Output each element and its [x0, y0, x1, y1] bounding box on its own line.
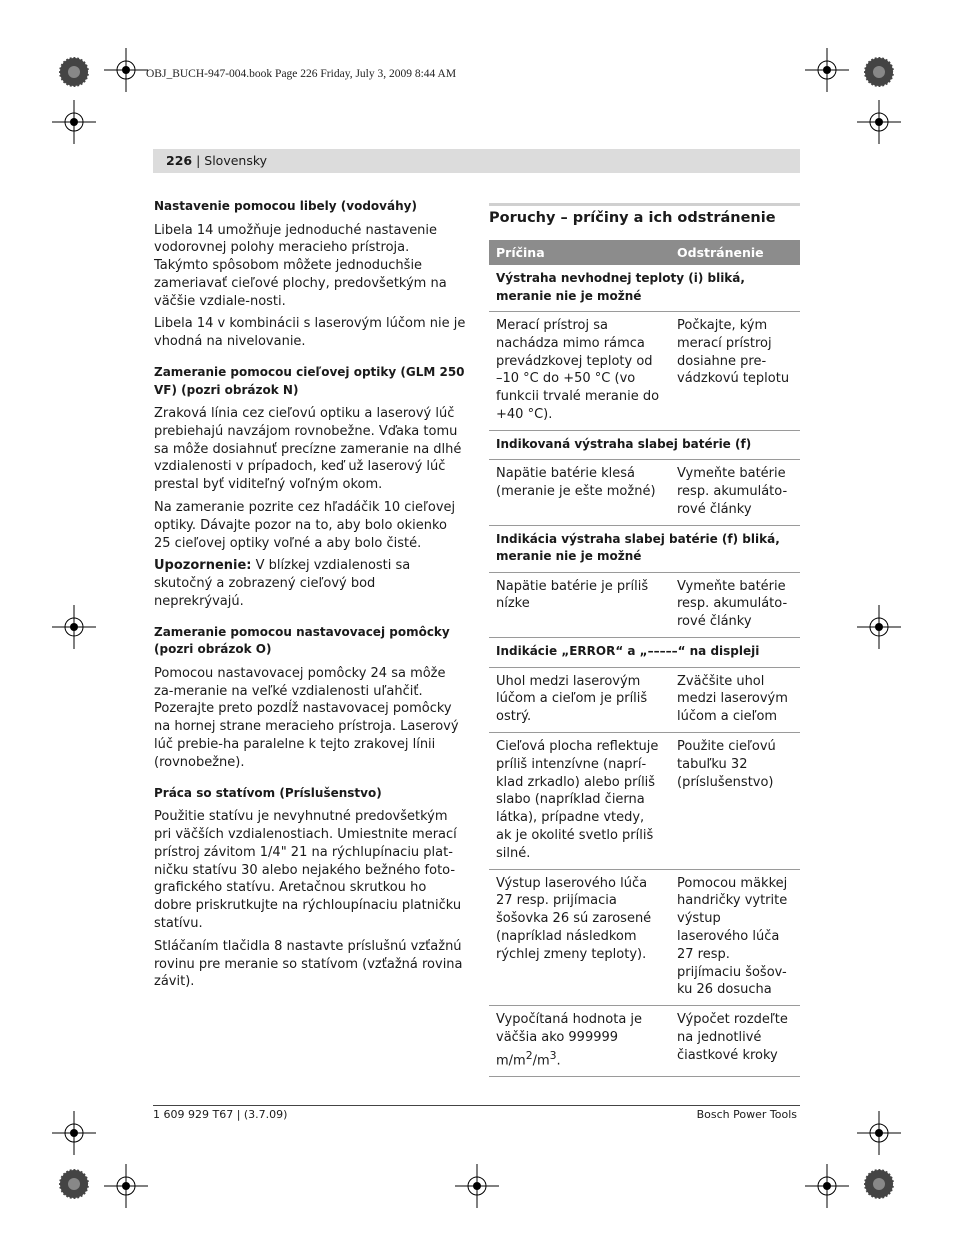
section-heading: Práca so statívom (Príslušenstvo): [154, 785, 382, 800]
cause-text: .: [556, 1053, 561, 1069]
fix-cell: Zväčšite uhol medzi laserovým lúčom a cieľom: [670, 667, 800, 732]
paragraph: Libela 14 v kombinácii s laserovým lúčom nie je vhodná na nivelovanie.: [154, 316, 466, 350]
header-separator: |: [192, 153, 205, 168]
superscript: 3: [549, 1048, 557, 1062]
header-language: Slovensky: [204, 153, 268, 168]
section-heading: Zameranie pomocou nastavovacej pomôcky (pozri obrázok O): [154, 624, 450, 657]
registration-mark-icon: [455, 1164, 499, 1208]
group-row: [489, 430, 800, 460]
section-heading: Zameranie pomocou cieľovej optiky (GLM 250 VF) (pozri obrázok N): [154, 365, 465, 397]
registration-mark-icon: [857, 100, 901, 144]
fix-cell: Použite cieľovú tabuľku 32 (príslušenstvo): [670, 732, 800, 869]
page-header: [153, 149, 800, 173]
starburst-target-icon: [58, 56, 90, 88]
right-column: [489, 203, 800, 1077]
starburst-target-icon: [863, 1168, 895, 1200]
cause-cell: Napätie batérie klesá (meranie je ešte možné): [489, 460, 670, 525]
table-row: [489, 869, 800, 1006]
print-info: OBJ_BUCH-947-004.book Page 226 Friday, July 3, 2009 8:44 AM: [146, 68, 457, 80]
registration-mark-icon: [52, 100, 96, 144]
table-row: [489, 732, 800, 869]
cause-cell: Výstup laserového lúča 27 resp. prijímacia šošovka 26 sú zarosené (napríklad následkom rýchlej zmeny teploty).: [489, 869, 670, 1006]
footer-doc-number: 1 609 929 T67 | (3.7.09): [153, 1108, 288, 1121]
cause-text: Vypočítaná hodnota je väčšia ako 999999 m/m: [496, 1012, 643, 1069]
group-row: [489, 525, 800, 572]
paragraph: Pomocou nastavovacej pomôcky 24 sa môže za-meranie na veľké vzdialenosti uľahčiť. Pozerajte preto pozdĺž nastavovacej pomôcky na hornej strane meracieho prístroja. Laserový lúč prebie-ha paralelne k tejto zrakovej línii (rovnobežne).: [154, 665, 459, 770]
page-number: 226: [166, 153, 193, 168]
group-row: [489, 638, 800, 668]
group-heading: Indikovaná výstraha slabej batérie (f): [489, 430, 800, 460]
cause-cell: Cieľová plocha reflektuje príliš intenzívne (naprí-klad zrkadlo) alebo príliš slabo (napríklad čierna látka), prípadne vtedy, ak je okolité svetlo príliš silné.: [489, 732, 670, 869]
table-row: [489, 1006, 800, 1077]
registration-mark-icon: [52, 1111, 96, 1155]
registration-mark-icon: [805, 1164, 849, 1208]
paragraph: Libela 14 umožňuje jednoduché nastavenie vodorovnej polohy meracieho prístroja. Takýmto spôsobom môžete jednoduchšie zameriavať cieľové plochy, predovšetkým na väčšie vzdiale-nosti.: [154, 222, 447, 309]
group-heading: Indikácia výstraha slabej batérie (f) bliká, meranie nie je možné: [489, 525, 800, 572]
table-row: [489, 667, 800, 732]
left-column: [154, 198, 466, 996]
cause-cell: Merací prístroj sa nachádza mimo rámca prevádzkovej teploty od –10 °C do +50 °C (vo funkcii trvalé meranie do +40 °C).: [489, 312, 670, 431]
starburst-target-icon: [863, 56, 895, 88]
note-label: Upozornenie:: [154, 558, 252, 574]
registration-mark-icon: [857, 605, 901, 649]
fix-cell: Pomocou mäkkej handričky vytrite výstup laserového lúča 27 resp. prijímaciu šošov-ku 26 dosucha: [670, 869, 800, 1006]
troubleshooting-title: Poruchy – príčiny a ich odstránenie: [489, 203, 800, 226]
paragraph: Zraková línia cez cieľovú optiku a laserový lúč prebiehajú navzájom rovnobežne. Vďaka tomu sa môže dosiahnuť precízne zameranie na dlhé vzdialenosti v prípadoch, keď už laserový lúč prestal byť viditeľný voľným okom.: [154, 406, 462, 493]
cause-cell: Napätie batérie je príliš nízke: [489, 572, 670, 637]
footer-brand: Bosch Power Tools: [696, 1108, 797, 1121]
cause-cell: Uhol medzi laserovým lúčom a cieľom je príliš ostrý.: [489, 667, 670, 732]
group-heading: Indikácie „ERROR“ a „–––––“ na displeji: [489, 638, 800, 668]
paragraph: Na zameranie pozrite cez hľadáčik 10 cieľovej optiky. Dávajte pozor na to, aby bolo okienko 25 cieľovej optiky voľné a aby bolo čisté.: [154, 500, 456, 551]
column-header-cause: Príčina: [489, 240, 670, 265]
starburst-target-icon: [58, 1168, 90, 1200]
registration-mark-icon: [805, 48, 849, 92]
table-row: [489, 572, 800, 637]
group-heading: Výstraha nevhodnej teploty (i) bliká, meranie nie je možné: [489, 265, 800, 312]
registration-mark-icon: [52, 605, 96, 649]
registration-mark-icon: [857, 1111, 901, 1155]
column-header-fix: Odstránenie: [670, 240, 800, 265]
table-row: [489, 312, 800, 431]
fix-cell: Počkajte, kým merací prístroj dosiahne pre-vádzkovú teplotu: [670, 312, 800, 431]
note-text: V blízkej vzdialenosti sa skutočný a zobrazený cieľový bod neprekrývajú.: [154, 558, 411, 610]
troubleshooting-table: [489, 240, 800, 1077]
section-heading: Nastavenie pomocou libely (vodováhy): [154, 199, 417, 213]
superscript: 2: [525, 1048, 533, 1062]
cause-text: /m: [532, 1053, 550, 1069]
table-row: [489, 460, 800, 525]
cause-cell: [489, 1006, 670, 1077]
fix-cell: Vymeňte batérie resp. akumuláto-rové články: [670, 460, 800, 525]
registration-mark-icon: [104, 1164, 148, 1208]
paragraph: Stláčaním tlačidla 8 nastavte príslušnú vzťažnú rovinu pre meranie so statívom (vzťažná rovina závit).: [154, 938, 463, 990]
registration-mark-icon: [104, 48, 148, 92]
footer-rule: [153, 1105, 800, 1106]
table-header-row: [489, 240, 800, 265]
fix-cell: Výpočet rozdeľte na jednotlivé čiastkové kroky: [670, 1006, 800, 1077]
paragraph: Použitie statívu je nevyhnutné predovšetkým pri väčších vzdialenostiach. Umiestnite merací prístroj závitom 1/4" 21 na rýchlupínaciu plat-ničku statívu 30 alebo nejakého bežného foto-grafického statívu. Aretačnou skrutkou ho dobre priskrutkujte na rýchloupínaciu platničku statívu.: [154, 809, 462, 931]
group-row: [489, 265, 800, 312]
note-paragraph: [154, 557, 466, 610]
fix-cell: Vymeňte batérie resp. akumuláto-rové články: [670, 572, 800, 637]
